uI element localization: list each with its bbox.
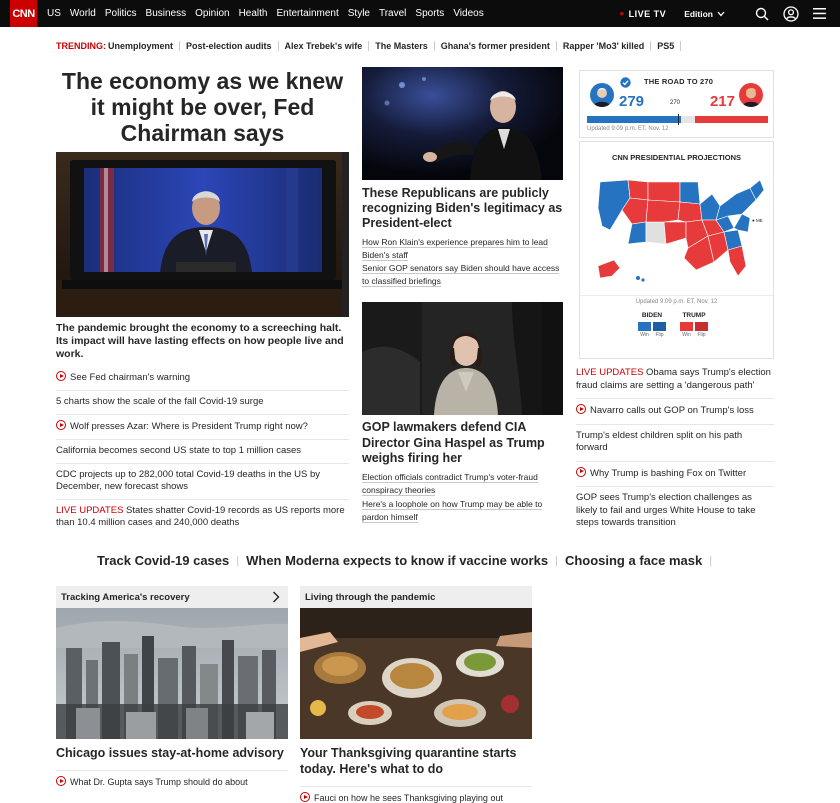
trump-electoral-votes: 217	[709, 93, 735, 110]
electoral-vote-bar	[587, 116, 768, 123]
topic-link[interactable]: When Moderna expects to know if vaccine works	[246, 553, 549, 568]
live-dot-icon: ●	[619, 9, 625, 18]
cnn-logo[interactable]: CNN	[10, 0, 37, 27]
list-item[interactable]	[576, 402, 774, 425]
live-updates-tag: LIVE UPDATES	[576, 367, 644, 378]
biden-speech-image[interactable]	[362, 67, 563, 180]
projections-updated-time: Updated 9:09 p.m. ET, Nov. 12	[580, 295, 773, 305]
haspel-image[interactable]	[362, 302, 563, 415]
story-headline-republicans[interactable]: These Republicans are publicly recognizing Biden's legitimacy as President-elect	[362, 186, 563, 230]
legend-trump: TRUMP Win Flip	[680, 312, 708, 338]
story-sub-link[interactable]: Here's a loophole on how Trump may be able to pardon himself	[362, 499, 543, 522]
card-header[interactable]: Tracking America's recovery	[56, 586, 288, 608]
topic-link[interactable]: Track Covid-19 cases	[97, 553, 230, 568]
live-tv-link[interactable]	[619, 9, 666, 19]
list-item[interactable]	[56, 366, 349, 391]
road-title: THE ROAD TO 270	[644, 77, 714, 86]
list-item-text: See Fed chairman's warning	[70, 372, 191, 383]
projections-legend	[638, 312, 708, 338]
trending-item[interactable]: Post-election audits	[180, 41, 279, 51]
card-tracking-recovery[interactable]	[56, 586, 288, 787]
live-updates-tag: LIVE UPDATES	[56, 505, 124, 516]
trending-item[interactable]: Unemployment	[108, 41, 180, 51]
play-video-icon	[300, 792, 310, 802]
trending-item[interactable]: Rapper 'Mo3' killed	[557, 41, 651, 51]
play-video-icon	[576, 467, 586, 477]
list-item[interactable]	[56, 415, 349, 440]
edition-label: Edition	[684, 8, 713, 19]
thanksgiving-photo	[300, 608, 532, 739]
nav-item-health[interactable]: Health	[238, 8, 268, 19]
top-nav	[0, 0, 840, 27]
list-item-text: Trump's eldest children split on his path forward	[576, 429, 743, 453]
card-teaser[interactable]: What Dr. Gupta says Trump should do about	[56, 770, 288, 787]
legend-biden: BIDEN Win Flip	[638, 312, 666, 338]
right-related-list	[576, 365, 774, 539]
list-item-text: Obama says Trump's election fraud claims are setting a 'dangerous path'	[576, 367, 771, 391]
nav-item-entertainment[interactable]: Entertainment	[276, 8, 339, 19]
play-video-icon	[56, 776, 66, 786]
trending-bar	[56, 41, 681, 51]
card-living-pandemic[interactable]	[300, 586, 532, 803]
road-updated-time: Updated 9:09 p.m. ET, Nov. 12	[587, 126, 669, 132]
topic-bar	[97, 553, 719, 568]
hamburger-menu-icon[interactable]	[813, 8, 826, 19]
list-item[interactable]	[576, 428, 774, 462]
road-to-270-widget[interactable]	[579, 70, 774, 138]
list-item-text: California becomes second US state to top 1 million cases	[56, 445, 302, 456]
nav-menu	[47, 8, 493, 19]
divider: |	[555, 554, 558, 567]
story-headline-haspel[interactable]: GOP lawmakers defend CIA Director Gina Haspel as Trump weighs firing her	[362, 420, 545, 465]
list-item[interactable]	[56, 440, 349, 464]
us-election-map[interactable]	[588, 170, 768, 290]
nav-item-opinion[interactable]: Opinion	[195, 8, 230, 19]
lead-image[interactable]	[56, 152, 349, 317]
list-item[interactable]	[56, 391, 349, 415]
trump-avatar	[739, 83, 763, 107]
chevron-right-icon[interactable]	[272, 591, 280, 603]
list-item[interactable]	[576, 365, 774, 399]
list-item-text: CDC projects up to 282,000 total Covid-19 deaths in the US by December, new forecast shows	[56, 469, 321, 492]
list-item-text: Wolf presses Azar: Where is President Trump right now?	[70, 421, 308, 432]
topic-link[interactable]: Choosing a face mask	[564, 553, 703, 568]
play-video-icon	[56, 420, 66, 430]
list-item-text: Why Trump is bashing Fox on Twitter	[590, 467, 747, 479]
thanksgiving-image[interactable]	[300, 608, 532, 739]
trending-item[interactable]: The Masters	[369, 41, 435, 51]
play-video-icon	[576, 404, 586, 414]
list-item-text: States shatter Covid-19 records as US reports more than 10.4 million cases and 240,000 deaths	[56, 505, 345, 528]
card-headline[interactable]: Chicago issues stay-at-home advisory	[56, 746, 284, 760]
list-item-text: Navarro calls out GOP on Trump's loss	[590, 405, 754, 416]
trending-item[interactable]: Alex Trebek's wife	[279, 41, 370, 51]
list-item[interactable]	[56, 500, 349, 535]
trump-ev-fill	[695, 116, 768, 123]
biden-avatar	[590, 83, 614, 107]
divider: |	[709, 554, 713, 567]
nav-item-business[interactable]: Business	[145, 8, 187, 19]
list-item[interactable]	[576, 490, 774, 536]
nav-item-style[interactable]: Style	[347, 8, 370, 19]
trending-item[interactable]: PS5	[651, 41, 681, 51]
nav-item-politics[interactable]: Politics	[104, 8, 137, 19]
nav-item-travel[interactable]: Travel	[378, 8, 407, 19]
story-sub-link[interactable]: How Ron Klain's experience prepares him to lead Biden's staff	[362, 237, 548, 260]
lead-description: The pandemic brought the economy to a screeching halt. Its impact will have lasting effects on how people live and work.	[56, 322, 344, 360]
chicago-skyline-image[interactable]	[56, 608, 288, 739]
search-icon[interactable]	[755, 7, 769, 21]
card-header[interactable]: Living through the pandemic	[300, 586, 532, 608]
list-item[interactable]	[56, 464, 349, 500]
story-sub-link[interactable]: Senior GOP senators say Biden should have access to classified briefings	[362, 263, 560, 286]
biden-ev-fill	[587, 116, 681, 123]
edition-selector[interactable]	[684, 9, 725, 19]
list-item-text: 5 charts show the scale of the fall Covid-19 surge	[56, 396, 264, 407]
play-video-icon	[56, 371, 66, 381]
nav-item-us[interactable]: US	[47, 8, 61, 19]
haspel-photo	[362, 302, 563, 415]
chicago-photo	[56, 608, 288, 739]
nav-right	[619, 0, 826, 27]
fed-chairman-photo	[56, 152, 349, 317]
threshold-marker	[678, 114, 679, 125]
chevron-down-icon	[717, 11, 725, 17]
nav-item-videos[interactable]: Videos	[453, 8, 484, 19]
live-tv-label: LIVE TV	[628, 8, 667, 19]
list-item-text: GOP sees Trump's election challenges as likely to fail and urges White House to take steps towards transition	[576, 492, 756, 528]
list-item[interactable]	[576, 465, 774, 488]
nav-item-sports[interactable]: Sports	[415, 8, 445, 19]
trending-item[interactable]: Ghana's former president	[435, 41, 557, 51]
lead-related-list	[56, 366, 349, 535]
nav-item-world[interactable]: World	[69, 8, 96, 19]
check-circle-icon	[620, 77, 631, 88]
biden-electoral-votes: 279	[619, 93, 645, 110]
projections-title: CNN PRESIDENTIAL PROJECTIONS	[611, 153, 742, 162]
lead-headline[interactable]: The economy as we knew it might be over, Fed Chairman says	[61, 68, 344, 146]
divider: |	[236, 554, 240, 567]
card-teaser[interactable]: Fauci on how he sees Thanksgiving playing out	[300, 786, 532, 803]
card-headline[interactable]: Your Thanksgiving quarantine starts today. Here's what to do	[300, 746, 517, 776]
svg-text:● ME: ● ME	[752, 218, 763, 223]
account-icon[interactable]	[783, 6, 799, 22]
trending-label: TRENDING:	[56, 41, 106, 51]
presidential-projections-widget[interactable]	[579, 141, 774, 359]
biden-photo	[362, 67, 563, 180]
story-sub-link[interactable]: Election officials contradict Trump's voter-fraud conspiracy theories	[362, 472, 538, 495]
votes-needed: 270	[670, 100, 681, 106]
